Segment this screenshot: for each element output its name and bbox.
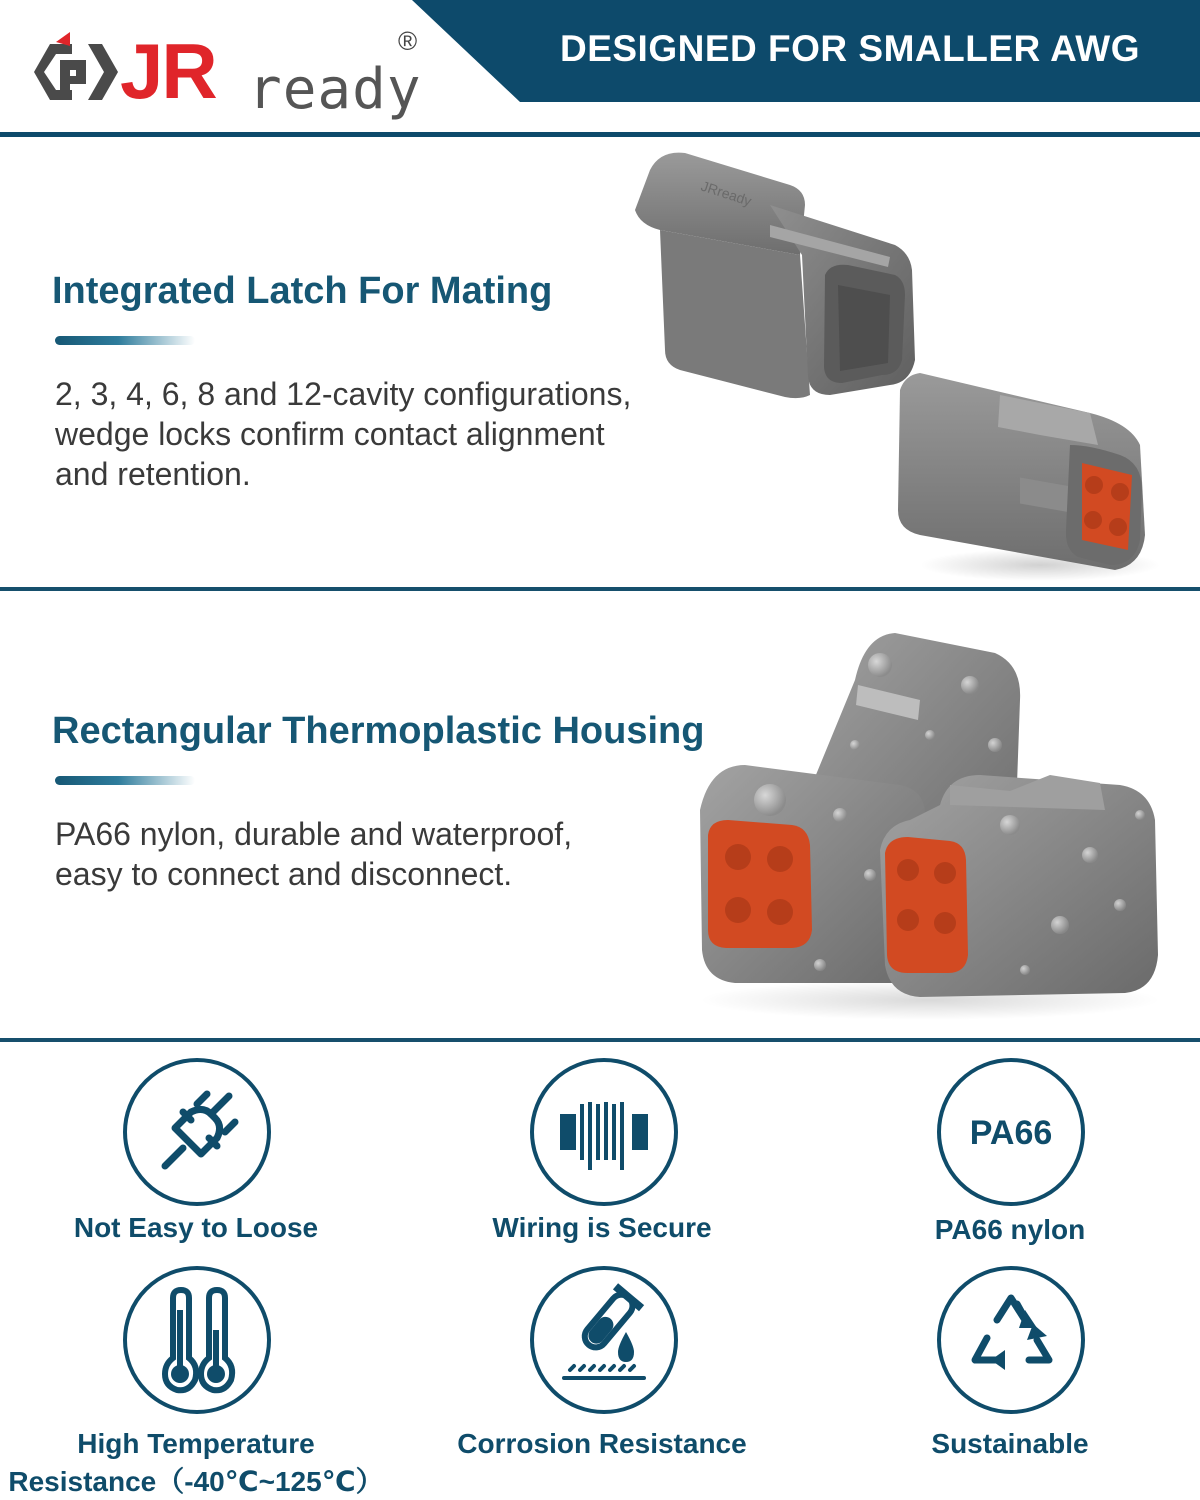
- brand-name-jr: JR: [120, 27, 216, 115]
- feature-label: Sustainable: [931, 1428, 1089, 1459]
- recycle-icon: [937, 1266, 1085, 1414]
- wire-clamp-icon: [530, 1058, 678, 1206]
- section-heading: Rectangular Thermoplastic Housing: [52, 710, 705, 752]
- feature-label: Not Easy to Loose: [73, 1212, 319, 1243]
- feature-label: Corrosion Resistance: [457, 1428, 747, 1459]
- description-line: PA66 nylon, durable and waterproof,: [55, 816, 573, 852]
- section-description: [55, 814, 572, 894]
- feature-label: Wiring is Secure: [492, 1212, 712, 1243]
- housing-imprint: JRready: [699, 177, 754, 209]
- pa66-badge-icon: [937, 1058, 1085, 1206]
- plug-connection-icon: [123, 1058, 271, 1206]
- feature-label-line2: Resistance（-40℃~125℃）: [8, 1466, 384, 1497]
- description-line: easy to connect and disconnect.: [55, 856, 513, 892]
- section-heading: Integrated Latch For Mating: [52, 270, 553, 312]
- brand-name-ready: ready: [248, 57, 422, 122]
- wet-connectors-image: [680, 625, 1180, 1025]
- feature-label: PA66 nylon: [934, 1214, 1086, 1245]
- registered-mark: ®: [398, 26, 418, 56]
- description-line: and retention.: [55, 456, 251, 492]
- feature-label-line1: High Temperature: [77, 1428, 315, 1459]
- pa66-badge-text: PA66: [969, 1114, 1053, 1152]
- thermometer-icon: [123, 1266, 271, 1414]
- description-line: wedge locks confirm contact alignment: [55, 416, 605, 452]
- test-tube-drop-icon: [530, 1266, 678, 1414]
- banner-title: DESIGNED FOR SMALLER AWG: [559, 28, 1141, 69]
- section-divider: [0, 1038, 1200, 1042]
- description-line: 2, 3, 4, 6, 8 and 12-cavity configurations,: [55, 376, 632, 412]
- heading-underline-bar: [55, 776, 195, 785]
